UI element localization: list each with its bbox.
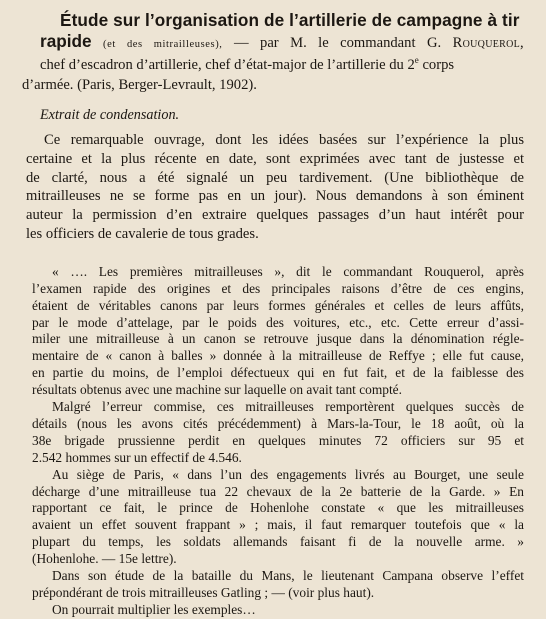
quote-line: « …. Les premières mitrailleuses », dit le commandant Rouquerol, après [52, 263, 524, 279]
intro-line: mitrailleuses ne se forme pas en un jour). Nous demandons à son éminent [26, 188, 524, 205]
quote-line: étaient de véritables canons par leurs formes générales et celles de leurs affûts, [32, 297, 524, 313]
quote-line: 38e brigade prussienne perdit en quelques minutes 72 officiers sur 95 et [32, 432, 524, 448]
quote-line: (Hohenlohe. — 15e lettre). [32, 551, 177, 567]
quote-paragraph-3 [32, 467, 524, 568]
quote-line: mentaire de « canon à balles » donnée à la mitrailleuse de Reffye ; elle fut cause, [32, 348, 524, 364]
quoted-excerpt [32, 264, 524, 619]
title-bold-end: rapide [40, 31, 92, 51]
quote-line: prépondérant de trois mitrailleuses Gatling ; — (voir plus haut). [32, 585, 375, 600]
quote-line: par le mode d’attelage, par le poids des voitures, etc., etc. Cette erreur d’assi- [32, 314, 524, 330]
quote-line: 2.542 hommes sur un effectif de 4.546. [32, 449, 242, 465]
quote-line: l’examen rapide des origines et des principales raisons d’être de ces engins, [32, 280, 524, 296]
ordinal-sup: e [414, 55, 419, 66]
author-role-end: corps [422, 57, 455, 73]
quote-line: plupart du temps, les soldats allemands faisant fi de la nouvelle arme. » [32, 534, 524, 550]
title-dash: — par M. le commandant G. [233, 35, 442, 51]
quote-line: On pourrait multiplier les exemples… [52, 601, 256, 617]
section-heading: Extrait de condensation. [40, 107, 180, 123]
intro-line: les officiers de cavalerie de tous grades. [26, 225, 259, 242]
quote-line: miler une mitrailleuse à un canon se retrouve jusque dans la dénomination régle- [32, 331, 524, 347]
quote-line: Au siège de Paris, « dans l’un des engagements livrés au Bourget, une seule [52, 466, 524, 482]
quote-paragraph-5 [32, 602, 524, 619]
intro-line: auteur la permission d’en extraire quelques passages d’un haut intérêt pour [26, 207, 524, 224]
title-parenthetical: (et des mitrailleuses), [103, 39, 223, 50]
quote-paragraph-4 [32, 568, 524, 602]
quote-paragraph-2 [32, 399, 524, 467]
title-continuation [40, 31, 524, 55]
author-role-text: chef d’escadron d’artillerie, chef d’état-major de l’artillerie du 2 [40, 57, 415, 73]
intro-line: Ce remarquable ouvrage, dont les idées basées sur l’expérience la plus [44, 132, 524, 148]
intro-line: de clarté, nous a été signalé un peu tardivement. (Une bibliothèque de [26, 169, 524, 186]
publication-info: d’armée. (Paris, Berger-Levrault, 1902). [22, 77, 257, 93]
quote-line: Dans son étude de la bataille du Mans, le lieutenant Campana observe l’effet [52, 568, 524, 584]
article-title: Étude sur l’organisation de l’artillerie de campagne à tir [60, 10, 520, 30]
quote-line: résultats obtenus avec une machine sur laquelle on avait tant compté. [32, 382, 402, 398]
quote-line: rapportant ce fait, le prince de Hohenlohe constate « que les mitrailleuses [32, 500, 524, 516]
intro-paragraph [26, 131, 524, 244]
author-role [40, 55, 524, 75]
article-header [22, 10, 524, 95]
quote-line: en partie du moins, de l’emploi défectueux qui en fut fait, et de la faiblesse des [32, 365, 524, 381]
intro-line: certaine et la plus récente en date, sont exprimées avec tant de justesse et [26, 150, 524, 167]
quote-paragraph-1 [32, 264, 524, 399]
quote-line: Malgré l’erreur commise, ces mitrailleuses remportèrent quelques succès de [52, 399, 524, 415]
quote-line: avaient un effet souvent frappant » ; mais, il faut remarquer toutefois que « la [32, 517, 524, 533]
quote-line: décharge d’une mitrailleuse tua 22 chevaux de la 2e batterie de la Garde. » En [32, 483, 524, 499]
author-name: Rouquerol, [452, 35, 524, 51]
quote-line: détails (nous les avons cités précédemment) à Mars-la-Tour, le 18 août, où la [32, 415, 524, 431]
